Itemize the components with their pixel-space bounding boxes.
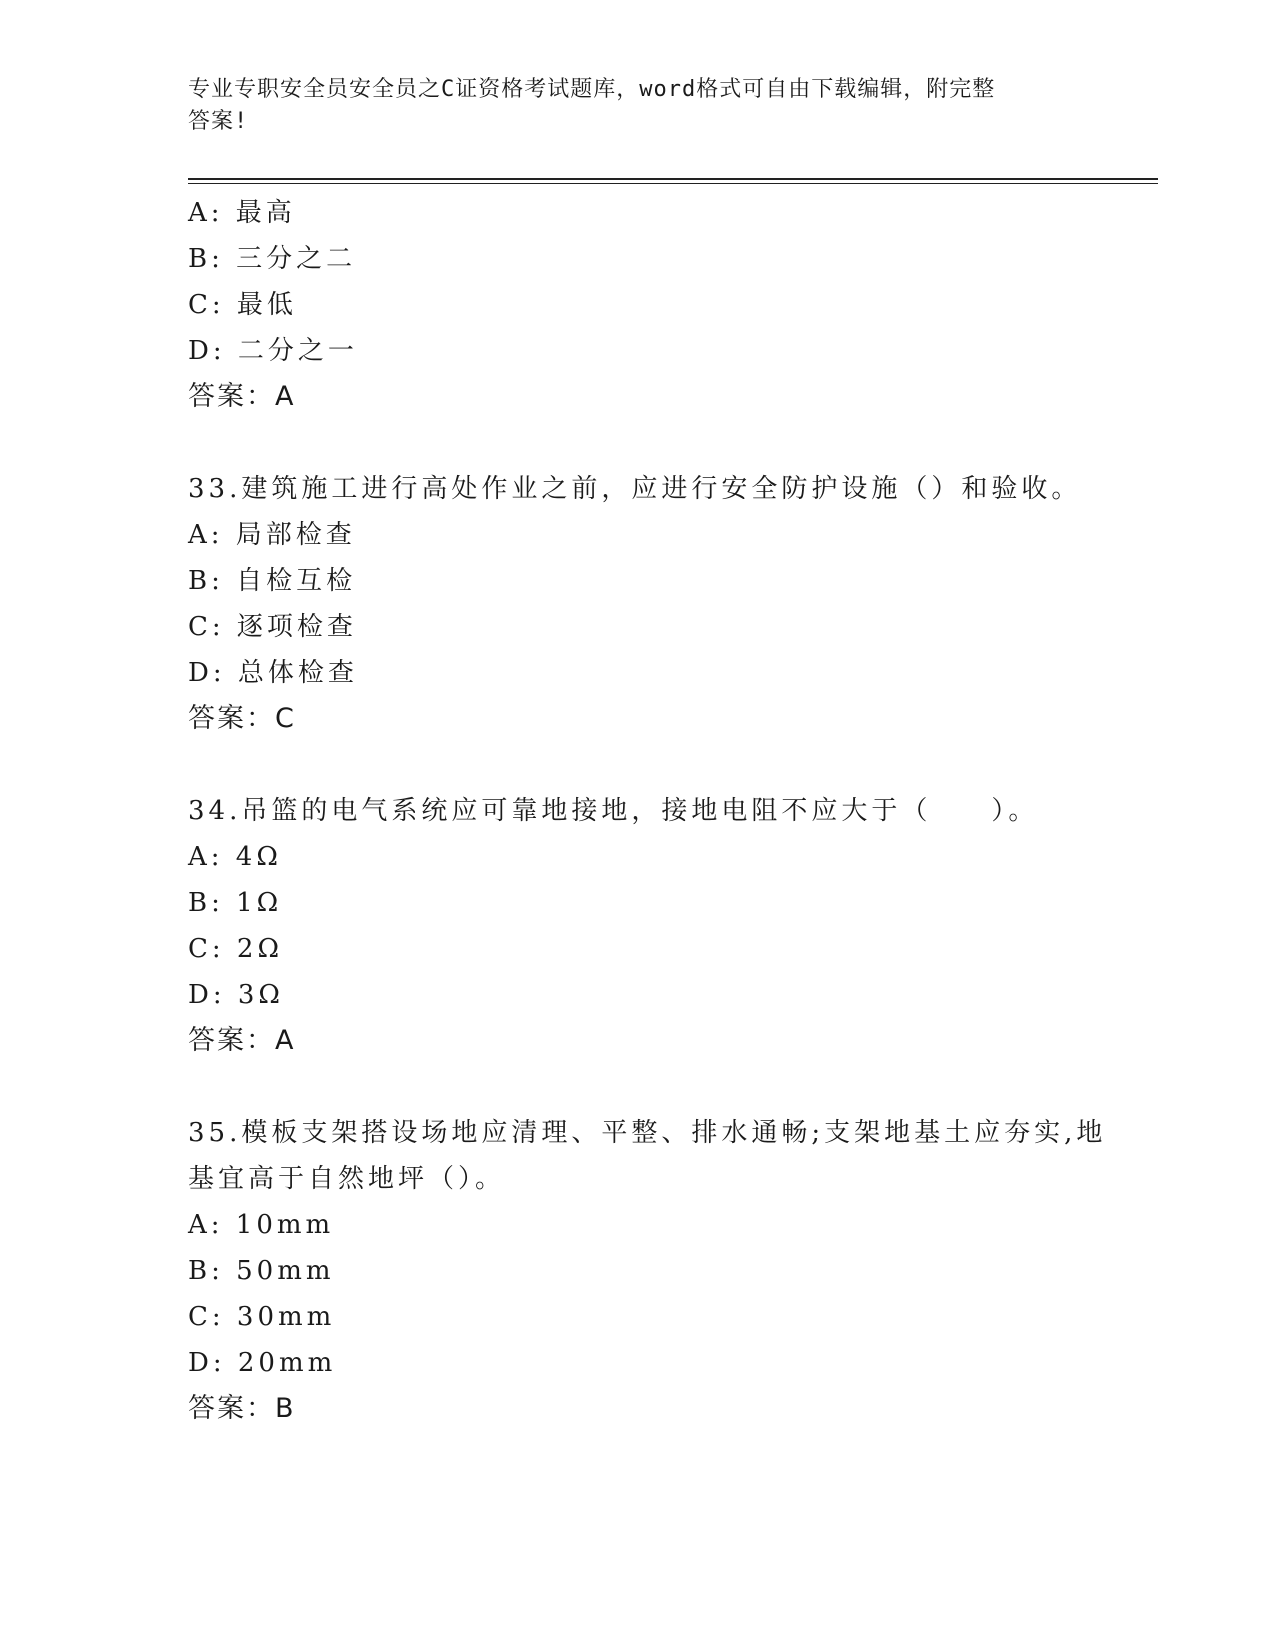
question-block-prev (188, 190, 1088, 420)
option-c: C: 最低 (188, 290, 297, 320)
option-c: C: 逐项检查 (188, 612, 357, 642)
header-line-2: 答案! (188, 109, 249, 134)
question-block-34 (188, 788, 1088, 1064)
option-c: C: 2Ω (188, 934, 284, 964)
question-block-33 (188, 466, 1088, 742)
option-d: D: 20mm (188, 1348, 337, 1378)
question-block-35 (188, 1110, 1107, 1432)
option-d: D: 3Ω (188, 980, 284, 1010)
question-text-line-1: 35.模板支架搭设场地应清理、平整、排水通畅;支架地基土应夯实,地 (188, 1118, 1107, 1148)
document-header (188, 74, 1088, 138)
answer-line: 答案：A (188, 381, 296, 412)
question-text: 33.建筑施工进行高处作业之前，应进行安全防护设施（）和验收。 (188, 474, 1082, 504)
option-b: B: 自检互检 (188, 566, 357, 596)
question-text-line-2: 基宜高于自然地坪（）。 (188, 1164, 506, 1194)
question-text: 34.吊篮的电气系统应可靠地接地，接地电阻不应大于（ ）。 (188, 796, 1039, 826)
option-b: B: 1Ω (188, 888, 283, 918)
option-a: A: 局部检查 (188, 520, 356, 550)
header-divider-thick (188, 178, 1158, 180)
answer-line: 答案：A (188, 1025, 296, 1056)
option-d: D: 总体检查 (188, 658, 358, 688)
header-divider-thin (188, 183, 1158, 184)
option-b: B: 三分之二 (188, 244, 357, 274)
spacer (188, 420, 1088, 466)
answer-line: 答案：B (188, 1393, 296, 1424)
option-b: B: 50mm (188, 1256, 335, 1286)
spacer (188, 742, 1088, 788)
option-c: C: 30mm (188, 1302, 336, 1332)
option-a: A: 最高 (188, 198, 296, 228)
option-a: A: 4Ω (188, 842, 282, 872)
question-list (188, 190, 1107, 1432)
option-d: D: 二分之一 (188, 336, 358, 366)
header-line-1: 专业专职安全员安全员之C证资格考试题库，word格式可自由下载编辑，附完整 (188, 77, 996, 102)
answer-line: 答案：C (188, 703, 296, 734)
option-a: A: 10mm (188, 1210, 335, 1240)
spacer (188, 1064, 1088, 1110)
